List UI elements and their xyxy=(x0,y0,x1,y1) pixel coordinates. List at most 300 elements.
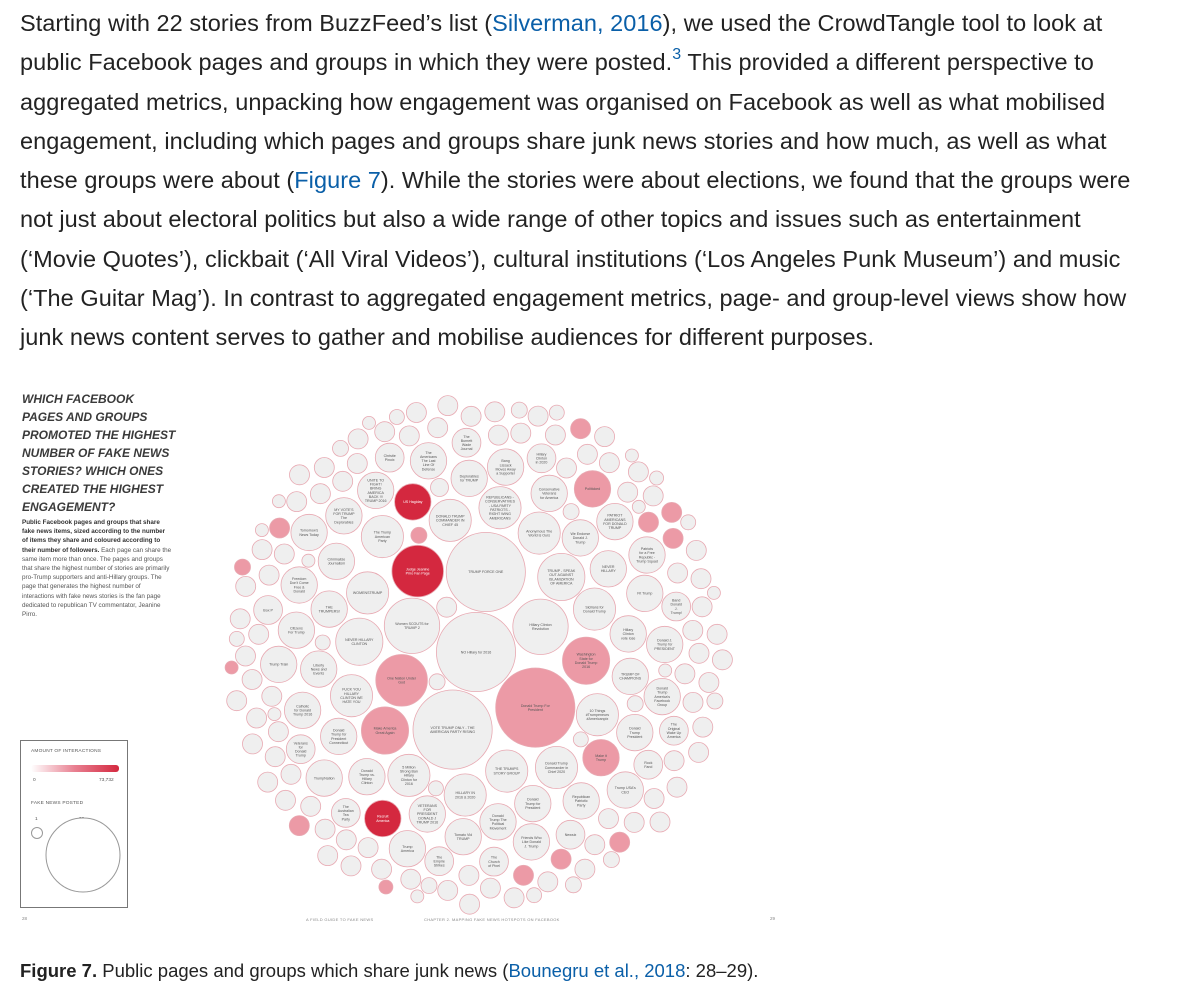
bubble-small xyxy=(372,859,392,879)
paragraph-text: public Facebook pages and groups in which they were posted. xyxy=(20,49,673,76)
bubble-label: J. xyxy=(674,606,678,611)
bubble-label: OUT AGAINST xyxy=(549,573,574,578)
bubble-label: in 2020 xyxy=(535,460,548,465)
bubble-label: President xyxy=(527,707,543,712)
bubble-label: Lissack xyxy=(499,463,512,468)
bubble-label: AMERICA xyxy=(367,490,384,495)
bubble-label: Donald xyxy=(670,602,682,607)
bubble-label: Make it xyxy=(595,753,607,758)
bubble-small xyxy=(437,597,457,617)
bubble-label: Trump 2016 xyxy=(292,712,313,717)
bubble-small xyxy=(683,620,703,640)
bubble-small xyxy=(610,832,630,852)
paragraph-text: ), we used the CrowdTangle tool to look at xyxy=(662,10,1103,36)
paragraph-text: aggregated metrics, unpacking how engagement was organised on Facebook as well as what mobilised xyxy=(20,88,1106,115)
page-footer-left: A FIELD GUIDE TO FAKE NEWS xyxy=(306,917,374,922)
bubble-small xyxy=(230,609,250,629)
bubble-small xyxy=(618,482,638,502)
bubble-small xyxy=(459,865,479,885)
bubble-small xyxy=(363,416,376,429)
bubble-label: AMERICANS xyxy=(489,516,511,521)
bubble-small xyxy=(348,429,368,449)
bubble-label: Hillary Clinton xyxy=(529,623,552,627)
bubble-label: The xyxy=(342,804,349,809)
bubble-label: State for xyxy=(579,656,593,661)
bubble-small xyxy=(549,405,564,420)
bubble-label: THE xyxy=(325,605,333,610)
bubble-small xyxy=(265,747,285,767)
legend-interactions-min: 0 xyxy=(33,778,36,783)
bubble-label: PRESIDENT xyxy=(654,646,675,651)
bubble-label: The xyxy=(463,434,470,439)
bubble-small xyxy=(461,406,481,426)
bubble-label: Party xyxy=(577,803,586,808)
bubble-small xyxy=(411,527,427,543)
bubble-label: Events xyxy=(313,671,325,676)
bubble-label: Band xyxy=(671,598,681,603)
bubble-label: Judge Jeanine xyxy=(406,567,430,572)
bubble-label: Chief 2020 xyxy=(547,769,566,774)
bubble-small xyxy=(625,449,638,462)
legend-posted-title: FAKE NEWS POSTED xyxy=(31,801,84,806)
bubble-label: For Trump xyxy=(288,630,305,635)
bubble-label: Great Again xyxy=(375,730,395,735)
bubble-label: The xyxy=(670,722,678,727)
bubble-small xyxy=(318,846,338,866)
bubble-label: J. Trump xyxy=(524,844,539,849)
bubble-small xyxy=(599,809,619,829)
bubble-label: PATRIOT xyxy=(607,513,623,518)
bubble-small xyxy=(627,696,643,712)
bubble-small xyxy=(287,492,307,512)
bubble-label: Patriotic xyxy=(574,799,588,804)
figure-description-bold: Public Facebook pages and groups that share fake news items, sized according to the number of items they share and coloured according to their number of followers. xyxy=(22,519,166,554)
bubble-label: #Americanpix xyxy=(586,717,609,722)
paragraph-line xyxy=(20,122,1180,161)
figure-heading-line: STORIES? WHICH ONES xyxy=(22,464,164,478)
bubble-label: Trump for xyxy=(330,732,347,737)
footnote-ref[interactable]: 3 xyxy=(672,46,682,64)
bubble-label: The xyxy=(425,450,432,455)
legend-large-circle xyxy=(46,818,120,892)
bubble-label: a Supporter xyxy=(496,471,515,476)
bubble-label: The xyxy=(490,855,498,860)
bubble-label: WOMENSTRUMP xyxy=(352,591,383,596)
bubble-label: Tea xyxy=(342,813,349,818)
bubble-label: Republic - xyxy=(638,555,656,560)
bubble-small xyxy=(235,559,251,575)
bubble-label: BACK !!! xyxy=(368,494,383,499)
bubble-label: 2016 & 2020 xyxy=(455,795,476,800)
bubble-label: Republican xyxy=(572,795,591,799)
bubble-small xyxy=(480,878,500,898)
bubble-label: VOTE TRUMP ONLY - THE xyxy=(430,725,475,730)
bubble-label: Trump xyxy=(402,844,413,849)
bubble-label: TRUMPERS! xyxy=(318,609,340,614)
bubble-label: TRUMP 2 xyxy=(404,626,420,631)
bubble-label: Wade xyxy=(461,443,472,448)
bubble-label: TrumpNation xyxy=(313,776,335,781)
bubble-small xyxy=(545,425,565,445)
bubble-label: FOR TRUMP xyxy=(333,512,355,516)
paragraph-text: (‘Movie Quotes’), clickbait (‘All Viral Videos’), cultural institutions (‘Los Angeles Punk Museum’) and music xyxy=(20,245,1121,272)
bubble-small xyxy=(428,781,443,796)
bubble-label: Donald xyxy=(656,686,668,691)
caption-text: Public pages and groups which share junk news ( xyxy=(97,960,509,981)
bubble-small xyxy=(379,880,393,894)
bubble-label: THE TRUMPS xyxy=(495,767,519,772)
bubble-label: Donald J. xyxy=(572,536,588,541)
caption-label: Figure 7. xyxy=(20,960,98,981)
bubble-label: Veterans xyxy=(542,491,557,496)
bubble-small xyxy=(302,554,315,567)
bubble-label: FIGHT! xyxy=(369,482,382,487)
bubble-label: American xyxy=(374,534,390,539)
bubble-label: Donald J. xyxy=(657,638,673,643)
bubble-small xyxy=(358,838,378,858)
bubble-label: Hillary xyxy=(623,628,634,632)
bubble-label: Journal xyxy=(460,447,473,452)
bubble-small xyxy=(662,502,682,522)
bubble-label: Group xyxy=(657,703,668,708)
bubble-label: America xyxy=(400,849,414,853)
paragraph-line xyxy=(20,83,1180,122)
bubble-small xyxy=(528,406,548,426)
bubble-small xyxy=(639,512,659,532)
bubble-small xyxy=(276,790,296,810)
bubble-small xyxy=(643,486,663,506)
bubble-label: Washington xyxy=(576,652,596,657)
bubble-label: NEVER HILLARY xyxy=(345,637,374,642)
bubble-label: TRUMP - SPEAK xyxy=(547,569,576,574)
bubble-small xyxy=(375,422,395,442)
paragraph-text: junk news content serves to gather and mobilise audiences for different purposes. xyxy=(20,324,875,351)
bubble-small xyxy=(689,643,709,663)
bubble-label: Politicked xyxy=(584,487,601,492)
bubble-small xyxy=(272,495,285,508)
page-number-right: 29 xyxy=(770,916,776,921)
bubble-label: Donald xyxy=(629,726,641,731)
bubble-label: The Last xyxy=(421,459,436,464)
bubble-label: TRUMP OF xyxy=(620,672,640,677)
bubble-label: Clinton for xyxy=(400,777,418,782)
bubble-small xyxy=(428,418,448,438)
figure-description-rest: Each page can share the same item more than once. The pages and groups that share the highest number of stories are primarily pro-Trump supporters and anti-Hillary groups. The page that generates the highest number of interactions with fake news stories is the fan page dedicated to republican TV commentator, Jeanine Pirro. xyxy=(22,546,172,619)
bubble-label: Trump! xyxy=(670,611,682,615)
bubble-label: Strong Ban xyxy=(399,769,418,774)
bubble-label: BRING xyxy=(370,486,382,491)
bubble-small xyxy=(628,462,648,482)
bubble-small xyxy=(575,859,595,879)
bubble-small xyxy=(429,674,445,690)
bubble-small xyxy=(438,396,458,416)
article-paragraph xyxy=(20,4,1180,358)
paragraph-text: engagement, including which pages and groups share junk news stories and how much, as well as what xyxy=(20,127,1107,154)
bubble-label: Trump USA's xyxy=(614,786,636,791)
bubble-label: Like Donald xyxy=(521,840,541,845)
legend-interactions-title: AMOUNT OF INTERACTIONS xyxy=(31,749,102,754)
bubble-label: Box P xyxy=(263,608,273,613)
bubble-label: for TRUMP xyxy=(460,478,479,483)
bubble-label: HILLARY xyxy=(600,569,616,574)
bubble-label: President xyxy=(331,736,347,741)
bubble-label: Empire xyxy=(433,859,445,864)
bubble-label: Donald xyxy=(293,589,305,594)
bubble-small xyxy=(315,819,335,839)
bubble-small xyxy=(514,865,534,885)
paragraph-text: not just about electoral politics but also a wide range of other topics and issues such as entertainment xyxy=(20,206,1081,233)
bubble-label: OF AMERICA xyxy=(550,581,573,586)
bubble-label: Commander in xyxy=(544,765,569,770)
bubble-label: America's xyxy=(654,694,671,699)
bubble-small xyxy=(227,691,247,711)
bubble-small xyxy=(333,440,349,456)
bubble-small xyxy=(585,835,605,855)
bubble-label: Fit Trump xyxy=(637,591,653,596)
bubble-label: US Hagiday xyxy=(403,500,423,505)
paragraph-line xyxy=(20,161,1180,200)
bubble-small xyxy=(599,453,619,473)
bubble-label: Don't Come xyxy=(289,581,309,586)
paragraph-text: Starting with 22 stories from BuzzFeed’s list ( xyxy=(20,10,493,36)
bubble-small xyxy=(310,484,330,504)
bubble-small xyxy=(274,544,294,564)
bubble-small xyxy=(689,742,709,762)
bubble-small xyxy=(488,425,508,445)
bubble-label: DONALD J xyxy=(418,816,437,821)
bubble-label: HILLARY xyxy=(344,691,359,696)
bubble-label: Hillary xyxy=(536,452,547,457)
bubble-small xyxy=(571,419,591,439)
bubble-label: Pinoix xyxy=(384,457,395,462)
bubble-small xyxy=(511,402,527,418)
legend-interactions-max: 73,732 xyxy=(99,778,114,783)
bubble-label: Trump xyxy=(575,540,586,545)
bubble-small xyxy=(225,661,238,674)
figure-caption xyxy=(20,958,758,984)
bubble-label: VETERANS xyxy=(417,804,437,808)
bubble-small xyxy=(699,673,719,693)
bubble-label: Journalism xyxy=(327,561,346,566)
bubble-label: Friends Who xyxy=(521,836,542,841)
bubble-label: for a Free xyxy=(639,551,655,556)
bubble-small xyxy=(707,624,727,644)
bubble-small xyxy=(421,878,437,894)
bubble-label: of Pixel xyxy=(488,864,500,868)
bubble-label: Hillary xyxy=(403,773,414,778)
paragraph-line xyxy=(20,200,1180,239)
bubble-label: News Today xyxy=(299,532,319,537)
bubble-small xyxy=(551,849,571,869)
bubble-label: Trump xyxy=(295,753,306,758)
bubble-label: Americans xyxy=(420,454,437,459)
bubble-small xyxy=(406,403,426,423)
bubble-small xyxy=(693,717,713,737)
bubble-label: TRUMP 2016 xyxy=(364,499,387,503)
bubble-label: America xyxy=(376,818,390,823)
bubble-label: FUCK YOU xyxy=(342,687,361,692)
bubble-small xyxy=(252,540,272,560)
bubble-label: Clinton xyxy=(361,781,373,786)
bubble-label: Fand xyxy=(644,765,653,770)
bubble-label: Trump The xyxy=(489,818,507,822)
bubble-label: STORY GROUP xyxy=(493,771,520,776)
bubble-label: Donald xyxy=(333,728,345,733)
bubble-label: Tomato Vid xyxy=(454,832,473,837)
bubble-label: Make America xyxy=(373,726,397,731)
bubble-label: Deplorables xyxy=(334,520,354,525)
bubble-label: vote lose xyxy=(621,636,636,641)
bubble-label: Newsix xyxy=(564,833,577,837)
bubble-small xyxy=(336,830,356,850)
bubble-label: Line Of xyxy=(422,463,435,468)
bubble-label: CLINTON xyxy=(351,642,368,646)
caption-text-after: : 28–29). xyxy=(685,960,759,981)
paragraph-text: these groups were about ( xyxy=(20,167,295,194)
bubble-label: Clinton xyxy=(622,632,634,637)
bubble-label: America xyxy=(667,735,681,740)
bubble-small xyxy=(692,597,712,617)
bubble-label: Criminalize xyxy=(327,557,346,562)
paragraph-line xyxy=(20,4,1180,43)
bubble-label: Trump for xyxy=(656,642,673,647)
bubble-small xyxy=(683,692,703,712)
bubble-label: FOR xyxy=(423,808,432,813)
bubble-small xyxy=(259,565,279,585)
bubble-small xyxy=(668,563,688,583)
bubble-small xyxy=(577,444,597,464)
paragraph-line xyxy=(20,240,1180,279)
bubble-small xyxy=(632,500,645,513)
bubble-small xyxy=(460,894,480,914)
bubble-label: Donald xyxy=(361,768,373,773)
page-footer-right: CHAPTER 2. MAPPING FAKE NEWS HOTSPOTS ON FACEBOOK xyxy=(424,917,560,922)
bubble-small xyxy=(650,812,670,832)
bubble-small xyxy=(399,426,419,446)
legend xyxy=(20,740,128,908)
bubble-label: Australian xyxy=(337,809,354,814)
bubble-small xyxy=(624,812,644,832)
bubble-label: Revolution xyxy=(532,627,549,632)
bubble-small xyxy=(603,852,619,868)
bubble-label: Citizens xyxy=(290,626,303,631)
bubble-label: Christie xyxy=(383,453,396,458)
bubble-small xyxy=(686,540,706,560)
paragraph-text: This provided a different perspective to xyxy=(681,49,1094,76)
bubble-small xyxy=(249,624,269,644)
bubble-small xyxy=(333,471,353,491)
bubble-small xyxy=(573,732,588,747)
bubble-small xyxy=(341,856,361,876)
figure-heading-line: CREATED THE HIGHEST xyxy=(22,482,164,496)
bubble-label: AMERICANS xyxy=(604,517,626,522)
bubble-small xyxy=(595,427,615,447)
bubble-small xyxy=(315,635,330,650)
bubble-label: #Trumpeneurs xyxy=(585,712,610,717)
bubble-label: Donald xyxy=(492,813,504,818)
bubble-label: Movement xyxy=(489,826,507,831)
bubble-small xyxy=(255,524,268,537)
bubble-small xyxy=(314,458,334,478)
bubble-small xyxy=(707,693,723,709)
bubble-label: CHAMPIONS xyxy=(619,676,642,681)
figure-7 xyxy=(20,384,800,934)
bubble-label: 10 Things xyxy=(589,708,606,713)
bubble-label: ISLAMIZATION xyxy=(548,577,574,582)
bubble-small xyxy=(557,458,577,478)
bubble-label: TRUMP 2016 xyxy=(416,820,439,825)
bubble-label: President xyxy=(525,806,541,810)
figure-heading-line: NUMBER OF FAKE NEWS xyxy=(22,446,170,460)
bubble-label: NEVER xyxy=(602,565,615,569)
legend-posted-min: 1 xyxy=(35,817,38,822)
bubble-label: Freedom xyxy=(292,577,307,581)
bubble-label: 5 Million xyxy=(402,765,416,770)
bubble-label: The Trump xyxy=(373,530,392,535)
paragraph-text: (‘The Guitar Mag’). In contrast to aggregated engagement metrics, page- and group-level views show how xyxy=(20,285,1127,312)
bubble-label: PATRIOTS - xyxy=(490,508,510,512)
citation-link[interactable]: Silverman, 2016 xyxy=(492,10,663,36)
bubble-label: DONALD TRUMP xyxy=(435,514,465,519)
bubble-label: Sicilians for xyxy=(585,605,604,610)
bubble-small xyxy=(527,888,542,903)
bubble-label: Donald Trump For xyxy=(520,703,550,708)
bubble-small xyxy=(262,686,282,706)
bubble-label: Pirro Fan Page xyxy=(405,571,430,576)
bubble-label: Donald Trump xyxy=(583,609,606,614)
bubble-label: Women SCOUTS for xyxy=(395,622,429,626)
bubble-small xyxy=(707,586,720,599)
paragraph-line xyxy=(20,279,1180,318)
bubble-label: World is Ours xyxy=(528,533,551,538)
paragraph-line xyxy=(20,318,1180,357)
bubble-small xyxy=(659,664,672,677)
bubble-small xyxy=(411,890,424,903)
bubble-small xyxy=(289,816,309,836)
bubble-label: TRUMP xyxy=(456,837,470,841)
bubble-small xyxy=(389,410,404,425)
bubble-small xyxy=(663,528,683,548)
bubble-label: COMMANDER IN xyxy=(435,518,465,523)
bubble-small xyxy=(712,650,732,670)
bubble-small xyxy=(511,423,531,443)
bubble-label: Trump xyxy=(657,690,668,695)
bubble-label: Clinton xyxy=(535,456,548,461)
bubble-small xyxy=(268,708,281,721)
citation-link[interactable]: Figure 7 xyxy=(294,167,381,194)
bubble-label: REPUBLICANS - xyxy=(486,495,514,500)
bubble-label: Trump vs. xyxy=(358,772,375,777)
bubble-label: The xyxy=(436,855,443,860)
bubble-small xyxy=(247,708,267,728)
bubble-label: 2016 xyxy=(582,665,591,670)
bubble-label: RIGHT WING xyxy=(489,512,511,517)
bubble-label: Party xyxy=(378,539,387,543)
bubble-label: Burnett xyxy=(460,438,473,443)
bubble-label: 2016 xyxy=(404,781,413,786)
bubble-small xyxy=(270,518,290,538)
page-number-left: 28 xyxy=(22,916,28,921)
bubble-label: PRESIDENT xyxy=(417,812,438,817)
bubble-label: We Endorse xyxy=(570,532,591,537)
bubble-label: President xyxy=(627,735,643,739)
bubble-small xyxy=(504,888,524,908)
bubble-small xyxy=(236,646,256,666)
bubble-label: The xyxy=(340,516,348,521)
caption-citation-link[interactable]: Bounegru et al., 2018 xyxy=(508,960,686,981)
figure-heading-line: PROMOTED THE HIGHEST xyxy=(22,428,176,442)
bubble-label: Connecticut xyxy=(329,740,349,745)
